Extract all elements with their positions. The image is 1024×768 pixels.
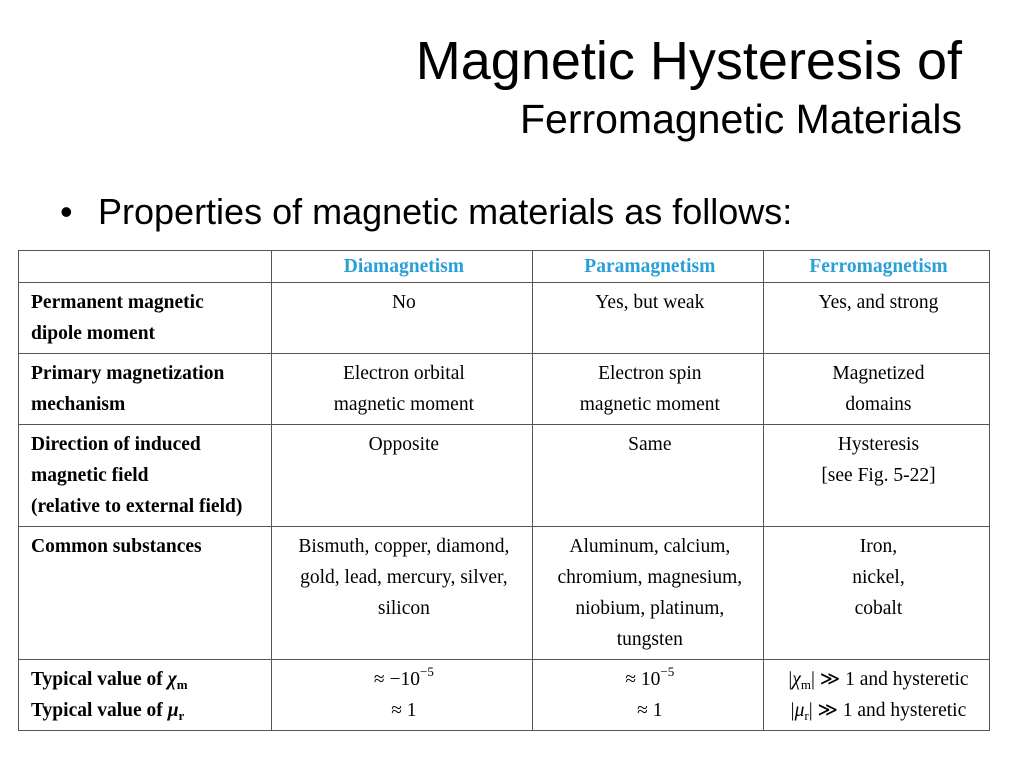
cell-ferromagnetism-induced-field-direction bbox=[763, 425, 989, 527]
cell-text-line: [see Fig. 5-22] bbox=[821, 465, 936, 486]
cell-ferromagnetism-magnetization-mechanism bbox=[763, 354, 989, 425]
table-body bbox=[19, 283, 990, 731]
cell-text-line: magnetic moment bbox=[333, 394, 474, 415]
ferro-mu-value: $|\mu_r|$ ≫ 1 and hysteretic bbox=[790, 700, 967, 723]
cell-diamagnetism-induced-field-direction bbox=[272, 425, 533, 527]
table-row-permanent-dipole-moment bbox=[19, 283, 990, 354]
cell-text-line: Same bbox=[628, 434, 672, 455]
cell-text-line: No bbox=[391, 292, 416, 313]
row-label-typical-values bbox=[19, 660, 272, 731]
cell-text-line: Yes, but weak bbox=[595, 292, 705, 313]
cell-text-line: Hysteresis bbox=[837, 434, 920, 455]
cell-text-line: cobalt bbox=[854, 598, 903, 619]
table-header-row bbox=[19, 251, 990, 283]
cell-diamagnetism-common-substances bbox=[272, 527, 533, 660]
slide-title-block bbox=[416, 28, 962, 144]
cell-ferromagnetism-typical bbox=[763, 660, 989, 731]
bullet-dot-icon: • bbox=[60, 191, 73, 232]
row-label-line: Primary magnetization bbox=[31, 363, 225, 384]
row-label-line: Direction of induced bbox=[31, 434, 201, 455]
row-label-line: Permanent magnetic bbox=[31, 292, 204, 313]
cell-paramagnetism-induced-field-direction bbox=[532, 425, 763, 527]
cell-diamagnetism-typical bbox=[272, 660, 533, 731]
properties-table bbox=[18, 250, 990, 731]
cell-text-line: niobium, platinum, bbox=[575, 598, 725, 619]
cell-text-line: Electron orbital bbox=[342, 363, 465, 384]
cell-paramagnetism-permanent-dipole-moment bbox=[532, 283, 763, 354]
bullet-text: Properties of magnetic materials as follows: bbox=[98, 191, 793, 232]
cell-paramagnetism-typical bbox=[532, 660, 763, 731]
cell-paramagnetism-magnetization-mechanism bbox=[532, 354, 763, 425]
cell-text-line: Iron, bbox=[859, 536, 898, 557]
column-header-paramagnetism: Paramagnetism bbox=[532, 251, 763, 283]
cell-text-line: tungsten bbox=[616, 629, 683, 650]
typical-chi-label: Typical value of $\chi_m$ bbox=[31, 669, 188, 692]
header-empty-cell bbox=[19, 251, 272, 283]
cell-paramagnetism-common-substances bbox=[532, 527, 763, 660]
row-label-line: Common substances bbox=[31, 536, 202, 557]
dia-chi-value: ≈ $-10^{-5}$ bbox=[373, 664, 434, 690]
cell-text-line: silicon bbox=[377, 598, 430, 619]
row-label-magnetization-mechanism bbox=[19, 354, 272, 425]
table-row-induced-field-direction bbox=[19, 425, 990, 527]
slide-subtitle: Ferromagnetic Materials bbox=[519, 96, 962, 142]
table-row-magnetization-mechanism bbox=[19, 354, 990, 425]
cell-text-line: Magnetized bbox=[832, 363, 925, 384]
para-chi-value: ≈ $10^{-5}$ bbox=[625, 664, 675, 690]
cell-text-line: nickel, bbox=[852, 567, 905, 588]
row-label-line: (relative to external field) bbox=[31, 496, 243, 517]
bullet-item bbox=[60, 188, 792, 236]
row-label-line: mechanism bbox=[31, 394, 126, 415]
cell-ferromagnetism-permanent-dipole-moment bbox=[763, 283, 989, 354]
cell-diamagnetism-magnetization-mechanism bbox=[272, 354, 533, 425]
cell-ferromagnetism-common-substances bbox=[763, 527, 989, 660]
column-header-ferromagnetism: Ferromagnetism bbox=[763, 251, 989, 283]
row-label-line: magnetic field bbox=[31, 465, 149, 486]
column-header-diamagnetism: Diamagnetism bbox=[272, 251, 533, 283]
typical-mu-label: Typical value of $\mu_r$ bbox=[31, 700, 185, 723]
cell-text-line: chromium, magnesium, bbox=[557, 567, 743, 588]
cell-text-line: Aluminum, calcium, bbox=[569, 536, 731, 557]
row-label-permanent-dipole-moment bbox=[19, 283, 272, 354]
cell-text-line: Bismuth, copper, diamond, bbox=[298, 536, 510, 557]
row-label-induced-field-direction bbox=[19, 425, 272, 527]
slide-title: Magnetic Hysteresis of bbox=[415, 31, 962, 91]
cell-diamagnetism-permanent-dipole-moment bbox=[272, 283, 533, 354]
row-label-line: dipole moment bbox=[31, 323, 156, 344]
cell-text-line: Opposite bbox=[368, 434, 440, 455]
cell-text-line: Electron spin bbox=[598, 363, 702, 384]
dia-mu-value: ≈ 1 bbox=[391, 700, 417, 721]
row-label-common-substances bbox=[19, 527, 272, 660]
cell-text-line: Yes, and strong bbox=[818, 292, 939, 313]
table-row-typical-values bbox=[19, 660, 990, 731]
ferro-chi-value: $|\chi_m|$ ≫ 1 and hysteretic bbox=[788, 669, 969, 692]
cell-text-line: gold, lead, mercury, silver, bbox=[300, 567, 508, 588]
cell-text-line: domains bbox=[845, 394, 912, 415]
cell-text-line: magnetic moment bbox=[579, 394, 720, 415]
para-mu-value: ≈ 1 bbox=[637, 700, 663, 721]
table-row-common-substances bbox=[19, 527, 990, 660]
